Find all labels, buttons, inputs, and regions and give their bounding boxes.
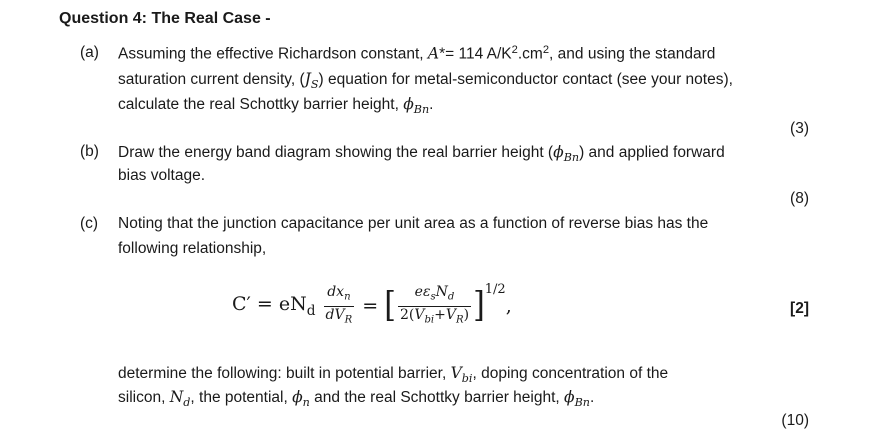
part-c-marks: (10) xyxy=(781,412,809,429)
part-a-marks: (3) xyxy=(790,120,809,137)
part-b-marks: (8) xyxy=(790,190,809,207)
part-a-line-3: calculate the real Schottky barrier height, $\phi_{Bn}$. xyxy=(118,95,434,116)
part-a-line-1: Assuming the effective Richardson constant, A*= 114 $A/K^2.cm^2$, and using the standard xyxy=(118,44,716,63)
bracket-fraction: $\frac{e\varepsilon_sN_d}{2(V_{bi}+V_R)}$ xyxy=(399,283,470,326)
part-c-line-2: following relationship, xyxy=(118,240,267,257)
part-b-line-2: bias voltage. xyxy=(118,167,206,184)
capacitance-equation: $C' = eN_d$ $\frac{dx_n}{dV_R}$ = [ $\frac{e\varepsilon_sN_d}{2(V_{bi}+V_R)}$ ]1/2, xyxy=(232,282,512,332)
part-a-line-2: saturation current density, $(J_S)$ equation for metal-semiconductor contact (see your notes), xyxy=(118,70,733,91)
part-c-line-3: determine the following: built in potential barrier, $V_{bi}$, doping concentration of the xyxy=(118,364,669,385)
question-title: Question 4: The Real Case - xyxy=(59,10,271,27)
part-c-label: (c) xyxy=(80,215,99,232)
equation-marks: [2] xyxy=(790,300,809,317)
part-b-label: (b) xyxy=(80,143,99,160)
part-b-line-1: Draw the energy band diagram showing the real barrier height $(\phi_{Bn})$ and applied forward xyxy=(118,143,725,164)
derivative-fraction: $\frac{dx_n}{dV_R}$ xyxy=(325,283,353,326)
part-c-line-1: Noting that the junction capacitance per unit area as a function of reverse bias has the xyxy=(118,215,709,232)
part-c-line-4: silicon, $N_d$, the potential, $\phi_n$ and the real Schottky barrier height, $\phi_{Bn}$. xyxy=(118,388,595,409)
part-a-label: (a) xyxy=(80,44,99,61)
